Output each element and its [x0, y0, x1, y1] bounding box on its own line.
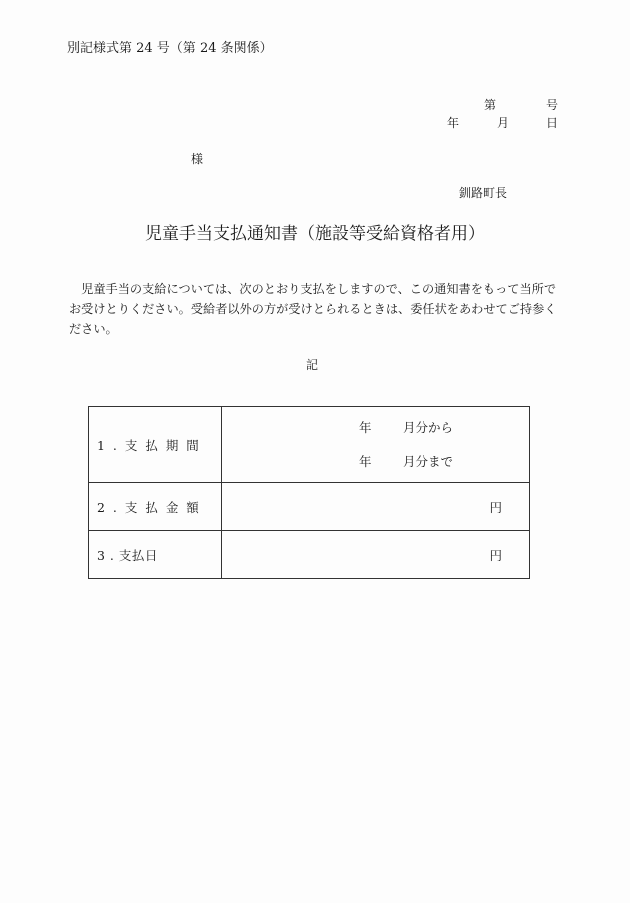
payment-info-table — [88, 406, 530, 579]
period-from-year: 年 — [359, 419, 372, 435]
period-to-year: 年 — [359, 453, 372, 469]
number-prefix: 第 — [484, 98, 497, 112]
payment-date-label: 3 . 支払日 — [89, 531, 222, 579]
period-to-month: 月分まで — [403, 453, 454, 469]
payment-date-unit: 円 — [222, 531, 530, 579]
body-line: ださい。 — [69, 322, 118, 336]
payment-period-value — [222, 407, 530, 483]
table-row — [89, 531, 530, 579]
period-to-line — [222, 452, 529, 472]
period-from-line — [222, 418, 529, 438]
payment-amount-label: 2 . 支 払 金 額 — [89, 483, 222, 531]
number-suffix: 号 — [546, 98, 559, 112]
date-day: 日 — [546, 116, 559, 130]
issuer-name: 釧路町長 — [459, 186, 508, 200]
addressee-honorific: 様 — [191, 152, 204, 166]
form-number-header: 別記様式第 24 号（第 24 条関係） — [67, 41, 273, 56]
payment-period-label: 1 . 支 払 期 間 — [89, 407, 222, 483]
period-from-month: 月分から — [403, 419, 454, 435]
body-line: 児童手当の支給については、次のとおり支払をしますので、この通知書をもって当所で — [69, 282, 557, 296]
date-year: 年 — [447, 116, 460, 130]
date-month: 月 — [497, 116, 510, 130]
table-row — [89, 407, 530, 483]
document-title: 児童手当支払通知書（施設等受給資格者用） — [145, 224, 485, 244]
notice-body — [69, 279, 559, 339]
table-row — [89, 483, 530, 531]
body-line: お受けとりください。受給者以外の方が受けとられるときは、委任状をあわせてご持参く — [69, 302, 557, 316]
ki-heading: 記 — [306, 358, 319, 372]
payment-amount-unit: 円 — [222, 483, 530, 531]
